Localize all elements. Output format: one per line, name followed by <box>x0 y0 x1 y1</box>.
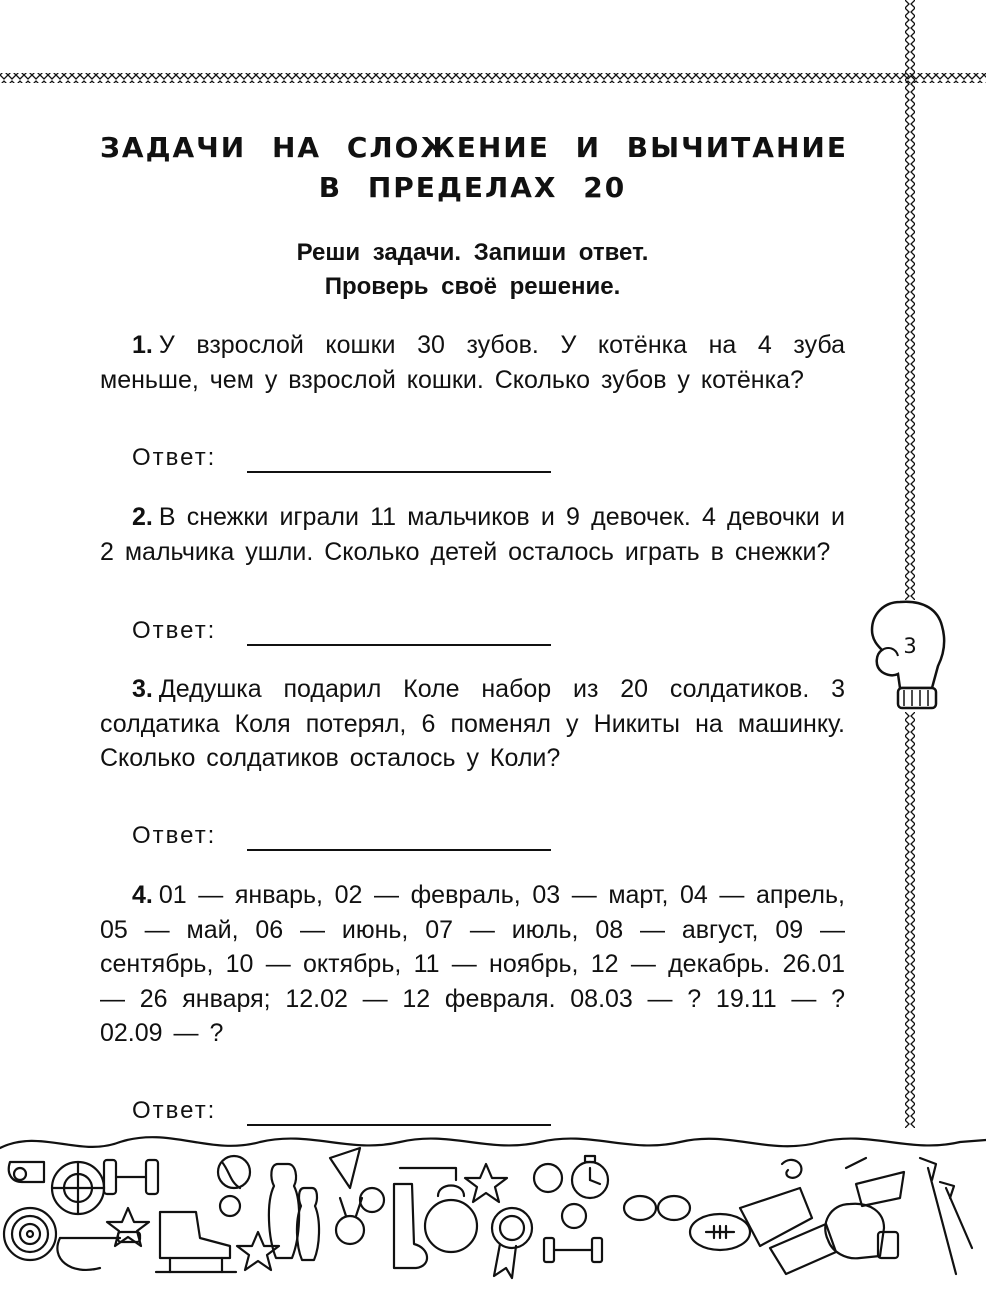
page-number: 3 <box>903 634 917 658</box>
instructions-line-1: Реши задачи. Запиши ответ. <box>296 239 649 266</box>
answer-line[interactable] <box>247 849 551 851</box>
task-text: В снежки играли 11 мальчиков и 9 девочек. 4 девочки и 2 мальчика ушли. Сколько детей осталось играть в снежки? <box>100 503 845 566</box>
instructions <box>100 236 845 304</box>
task-text: 01 — январь, 02 — февраль, 03 — март, 04 — апрель, 05 — май, 06 — июнь, 07 — июль, 08 — август, 09 — сентябрь, 10 — октябрь, 11 — ноябрь, 12 — декабрь. 26.01 — 26 января; 12.02 — 12 февраля. 08.03 — ? 19.11 — ? 02.09 — ? <box>100 881 845 1047</box>
task-text: У взрослой кошки 30 зубов. У котёнка на 4 зуба меньше, чем у взрослой кошки. Сколько зубов у котёнка? <box>100 331 845 394</box>
task-number: 2. <box>132 503 153 531</box>
task-2 <box>100 500 845 569</box>
task-number: 3. <box>132 675 153 703</box>
answer-label: Ответ: <box>132 822 217 849</box>
sports-equipment-doodles <box>0 1128 986 1288</box>
instructions-line-2: Проверь своё решение. <box>324 273 621 300</box>
answer-line[interactable] <box>247 471 551 473</box>
answer-field-4[interactable] <box>132 1097 216 1125</box>
answer-field-2[interactable] <box>132 617 216 645</box>
task-3 <box>100 672 845 776</box>
answer-line[interactable] <box>247 1124 551 1126</box>
answer-field-3[interactable] <box>132 822 216 850</box>
title-line-1: ЗАДАЧИ НА СЛОЖЕНИЕ И ВЫЧИТАНИЕ <box>100 131 848 164</box>
title-line-2: В ПРЕДЕЛАХ 20 <box>318 171 627 204</box>
answer-line[interactable] <box>247 644 551 646</box>
task-number: 4. <box>132 881 153 909</box>
task-number: 1. <box>132 331 153 359</box>
task-1 <box>100 328 845 397</box>
answer-label: Ответ: <box>132 444 217 471</box>
task-text: Дедушка подарил Коле набор из 20 солдатиков. 3 солдатика Коля потерял, 6 поменял у Никиты на машинку. Сколько солдатиков осталось у Коли? <box>100 675 845 772</box>
page-title <box>100 128 848 208</box>
answer-label: Ответ: <box>132 1097 217 1124</box>
answer-label: Ответ: <box>132 617 217 644</box>
task-4 <box>100 878 845 1051</box>
answer-field-1[interactable] <box>132 444 216 472</box>
